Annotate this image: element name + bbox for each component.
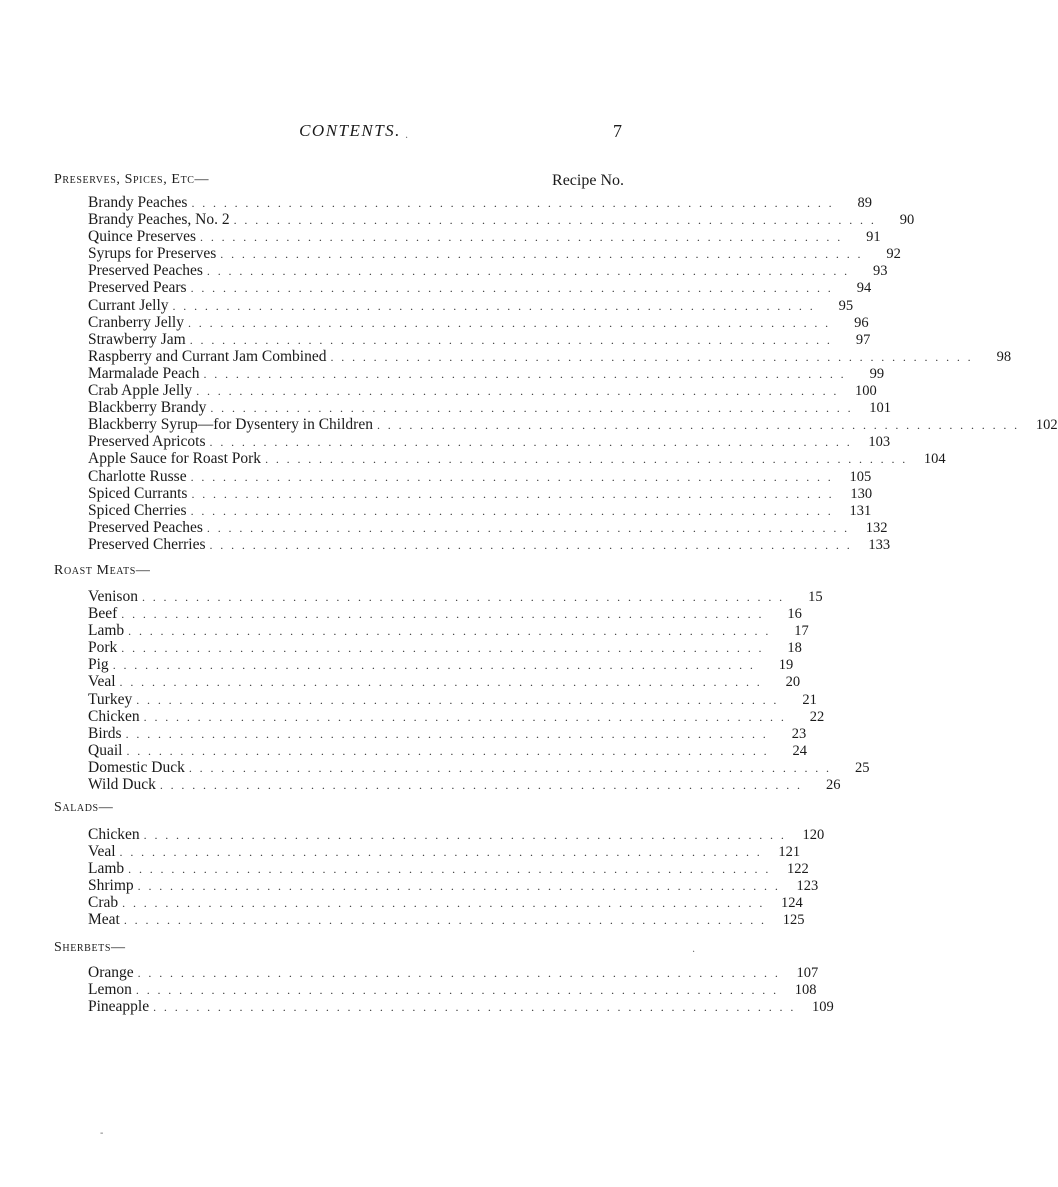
section-title: Sherbets— (54, 940, 126, 955)
toc-entry-label: Lamb (88, 860, 125, 878)
toc-entry-label: Crab Apple Jelly (88, 382, 193, 400)
dot-leader: . . . . . . . . . . . . . . . . . . . . . . . . . . . . . . . . . . . . . . . . . . . . . . . . . . . . . . . . . . . . (128, 624, 771, 639)
toc-entry (88, 707, 825, 725)
toc-entry-label: Veal (88, 843, 116, 861)
toc-entry-recipe-number: 20 (785, 674, 801, 691)
toc-entry (88, 245, 901, 263)
toc-entry-label: Quail (88, 741, 123, 759)
toc-entry-label: Apple Sauce for Roast Pork (88, 450, 262, 468)
dot-leader: . . . . . . . . . . . . . . . . . . . . . . . . . . . . . . . . . . . . . . . . . . . . . . . . . . . . . . . . . . . . (188, 760, 832, 775)
toc-entry-label: Brandy Peaches (88, 194, 188, 211)
recipe-number-column-header: Recipe No. (552, 172, 624, 189)
dot-leader: . . . . . . . . . . . . . . . . . . . . . . . . . . . . . . . . . . . . . . . . . . . . . . . . . . . . . . . . . . . . (172, 298, 816, 313)
toc-entry-label: Pig (88, 656, 109, 674)
toc-entry-recipe-number: 95 (838, 297, 854, 314)
toc-entry (88, 843, 801, 861)
toc-entry-label: Beef (88, 605, 118, 623)
dot-leader: . . . . . . . . . . . . . . . . . . . . . . . . . . . . . . . . . . . . . . . . . . . . . . . . . . . . . . . . . . . . (141, 590, 785, 604)
entries-sherbets (88, 964, 834, 1016)
dot-leader: . . . . . . . . . . . . . . . . . . . . . . . . . . . . . . . . . . . . . . . . . . . . . . . . . . . . . . . . . . . . (191, 486, 835, 501)
toc-entry (88, 518, 888, 536)
toc-entry (88, 296, 854, 314)
toc-entry-label: Preserved Apricots (88, 433, 206, 451)
dot-leader: . . . . . . . . . . . . . . . . . . . . . . . . . . . . . . . . . . . . . . . . . . . . . . . . . . . . . . . . . . . . (376, 418, 1020, 433)
toc-entry-label: Cranberry Jelly (88, 313, 184, 331)
print-speck: . (692, 944, 696, 955)
toc-entry-label: Domestic Duck (88, 758, 185, 776)
section-title: Preserves, Spices, Etc— (54, 172, 210, 187)
dot-leader: . . . . . . . . . . . . . . . . . . . . . . . . . . . . . . . . . . . . . . . . . . . . . . . . . . . . . . . . . . . . (121, 607, 764, 622)
toc-entry-recipe-number: 16 (787, 606, 802, 623)
dot-leader: . . . . . . . . . . . . . . . . . . . . . . . . . . . . . . . . . . . . . . . . . . . . . . . . . . . . . . . . . . . . (126, 743, 770, 758)
toc-entry-recipe-number: 19 (778, 657, 794, 674)
toc-entry-label: Preserved Cherries (88, 535, 206, 553)
toc-entry (88, 673, 801, 691)
toc-entry-recipe-number: 91 (866, 229, 881, 246)
dot-leader: . . . . . . . . . . . . . . . . . . . . . . . . . . . . . . . . . . . . . . . . . . . . . . . . . . . . . . . . . . . . (210, 401, 853, 416)
toc-entry (88, 535, 891, 553)
toc-entry (88, 450, 946, 468)
dot-leader: . . . . . . . . . . . . . . . . . . . . . . . . . . . . . . . . . . . . . . . . . . . . . . . . . . . . . . . . . . . . (112, 658, 756, 673)
dot-leader: . . . . . . . . . . . . . . . . . . . . . . . . . . . . . . . . . . . . . . . . . . . . . . . . . . . . . . . . . . . . (187, 315, 831, 330)
toc-entry (88, 860, 809, 878)
toc-entry-label: Birds (88, 724, 122, 742)
toc-entry-label: Pineapple (88, 998, 150, 1016)
toc-entry (88, 964, 819, 981)
entries-roast-meats (88, 588, 870, 794)
toc-entry (88, 656, 794, 674)
toc-entry-label: Blackberry Syrup—for Dysentery in Children (88, 416, 373, 434)
dot-leader: . . . . . . . . . . . . . . . . . . . . . . . . . . . . . . . . . . . . . . . . . . . . . . . . . . . . . . . . . . . . (190, 281, 834, 296)
toc-entry-recipe-number: 96 (854, 314, 869, 331)
toc-entry-label: Currant Jelly (88, 296, 169, 314)
dot-leader: . . . . . . . . . . . . . . . . . . . . . . . . . . . . . . . . . . . . . . . . . . . . . . . . . . . . . . . . . . . . (265, 452, 908, 467)
toc-entry (88, 998, 834, 1016)
dot-leader: . . . . . . . . . . . . . . . . . . . . . . . . . . . . . . . . . . . . . . . . . . . . . . . . . . . . . . . . . . . . (206, 264, 850, 279)
toc-entry-label: Spiced Cherries (88, 501, 187, 519)
toc-entry-label: Brandy Peaches, No. 2 (88, 211, 230, 229)
toc-entry-recipe-number: 124 (781, 895, 803, 912)
toc-entry (88, 399, 891, 417)
toc-entry-recipe-number: 15 (808, 589, 823, 605)
toc-entry-label: Spiced Currants (88, 484, 188, 502)
section-heading-roast-meats (54, 563, 624, 583)
dot-leader: . . . . . . . . . . . . . . . . . . . . . . . . . . . . . . . . . . . . . . . . . . . . . . . . . . . . . . . . . . . . (119, 845, 763, 860)
toc-entry-recipe-number: 133 (868, 536, 891, 553)
toc-entry (88, 605, 802, 623)
toc-entry-label: Shrimp (88, 877, 134, 895)
toc-entry-recipe-number: 22 (809, 708, 825, 725)
toc-entry-recipe-number: 102 (1035, 417, 1058, 434)
toc-entry-label: Lamb (88, 622, 125, 640)
toc-entry (88, 639, 802, 657)
dot-leader: . . . . . . . . . . . . . . . . . . . . . . . . . . . . . . . . . . . . . . . . . . . . . . . . . . . . . . . . . . . . (122, 896, 765, 911)
dot-leader: . . . . . . . . . . . . . . . . . . . . . . . . . . . . . . . . . . . . . . . . . . . . . . . . . . . . . . . . . . . . (136, 692, 779, 707)
toc-entry-label: Preserved Peaches (88, 518, 203, 536)
toc-entry-recipe-number: 25 (854, 759, 870, 776)
toc-entry-recipe-number: 120 (802, 827, 825, 843)
dot-leader: . . . . . . . . . . . . . . . . . . . . . . . . . . . . . . . . . . . . . . . . . . . . . . . . . . . . . . . . . . . . (190, 469, 834, 484)
toc-entry (88, 347, 1012, 365)
toc-entry-label: Pork (88, 639, 118, 657)
dot-leader: . . . . . . . . . . . . . . . . . . . . . . . . . . . . . . . . . . . . . . . . . . . . . . . . . . . . . . . . . . . . (191, 196, 835, 210)
toc-entry-recipe-number: 125 (782, 912, 805, 929)
toc-entry (88, 416, 1058, 434)
dot-leader: . . . . . . . . . . . . . . . . . . . . . . . . . . . . . . . . . . . . . . . . . . . . . . . . . . . . . . . . . . . . (330, 349, 974, 364)
dot-leader: . . . . . . . . . . . . . . . . . . . . . . . . . . . . . . . . . . . . . . . . . . . . . . . . . . . . . . . . . . . . (189, 332, 833, 347)
toc-entry-recipe-number: 104 (923, 451, 946, 468)
toc-entry-recipe-number: 123 (796, 878, 819, 895)
toc-entry (88, 279, 872, 297)
toc-entry (88, 911, 805, 929)
toc-entry-recipe-number: 98 (996, 348, 1012, 365)
toc-entry (88, 194, 873, 211)
toc-entry-recipe-number: 23 (791, 725, 807, 742)
section-heading-sherbets (54, 940, 624, 960)
toc-entry-recipe-number: 121 (778, 844, 801, 861)
toc-entry-recipe-number: 26 (825, 777, 841, 794)
toc-entry-label: Crab (88, 894, 119, 912)
toc-entry-label: Veal (88, 673, 116, 691)
toc-entry (88, 981, 817, 999)
print-speck: . (405, 130, 409, 141)
page-number: 7 (613, 121, 622, 141)
toc-entry (88, 228, 881, 246)
toc-entry-label: Wild Duck (88, 776, 156, 794)
section-heading-salads (54, 800, 624, 820)
section-title: Roast Meats— (54, 563, 151, 578)
toc-entry (88, 724, 807, 742)
dot-leader: . . . . . . . . . . . . . . . . . . . . . . . . . . . . . . . . . . . . . . . . . . . . . . . . . . . . . . . . . . . . (206, 520, 850, 535)
dot-leader: . . . . . . . . . . . . . . . . . . . . . . . . . . . . . . . . . . . . . . . . . . . . . . . . . . . . . . . . . . . . (123, 913, 767, 928)
dot-leader: . . . . . . . . . . . . . . . . . . . . . . . . . . . . . . . . . . . . . . . . . . . . . . . . . . . . . . . . . . . . (128, 862, 771, 877)
toc-entry-recipe-number: 92 (886, 246, 901, 263)
toc-entry-label: Quince Preserves (88, 228, 197, 246)
entries-preserves (88, 194, 1058, 553)
toc-entry-recipe-number: 93 (873, 263, 888, 280)
toc-entry-label: Syrups for Preserves (88, 245, 217, 263)
toc-entry-recipe-number: 94 (856, 280, 872, 297)
toc-entry (88, 467, 872, 485)
toc-entry (88, 211, 915, 229)
entries-salads (88, 826, 825, 929)
dot-leader: . . . . . . . . . . . . . . . . . . . . . . . . . . . . . . . . . . . . . . . . . . . . . . . . . . . . . . . . . . . . (196, 384, 839, 399)
toc-entry-recipe-number: 131 (849, 502, 872, 519)
dot-leader: . . . . . . . . . . . . . . . . . . . . . . . . . . . . . . . . . . . . . . . . . . . . . . . . . . . . . . . . . . . . (153, 1000, 796, 1015)
toc-entry (88, 588, 823, 605)
dot-leader: . . . . . . . . . . . . . . . . . . . . . . . . . . . . . . . . . . . . . . . . . . . . . . . . . . . . . . . . . . . . (143, 828, 787, 842)
toc-entry-label: Venison (88, 588, 138, 605)
dot-leader: . . . . . . . . . . . . . . . . . . . . . . . . . . . . . . . . . . . . . . . . . . . . . . . . . . . . . . . . . . . . (125, 726, 769, 741)
dot-leader: . . . . . . . . . . . . . . . . . . . . . . . . . . . . . . . . . . . . . . . . . . . . . . . . . . . . . . . . . . . . (143, 709, 787, 724)
dot-leader: . . . . . . . . . . . . . . . . . . . . . . . . . . . . . . . . . . . . . . . . . . . . . . . . . . . . . . . . . . . . (203, 366, 847, 381)
toc-entry-recipe-number: 122 (787, 861, 809, 878)
toc-entry (88, 894, 803, 912)
toc-entry (88, 741, 808, 759)
toc-entry-label: Strawberry Jam (88, 330, 186, 348)
dot-leader: . . . . . . . . . . . . . . . . . . . . . . . . . . . . . . . . . . . . . . . . . . . . . . . . . . . . . . . . . . . . (121, 641, 764, 656)
toc-entry (88, 622, 809, 640)
toc-entry-recipe-number: 99 (869, 365, 885, 382)
toc-entry-label: Meat (88, 911, 120, 929)
dot-leader: . . . . . . . . . . . . . . . . . . . . . . . . . . . . . . . . . . . . . . . . . . . . . . . . . . . . . . . . . . . . (137, 966, 781, 980)
toc-entry-label: Raspberry and Currant Jam Combined (88, 347, 327, 365)
toc-entry (88, 433, 891, 451)
toc-entry-recipe-number: 101 (869, 400, 891, 417)
toc-entry-label: Charlotte Russe (88, 467, 187, 485)
section-heading-preserves (54, 172, 624, 192)
toc-entry-recipe-number: 89 (857, 195, 873, 211)
dot-leader: . . . . . . . . . . . . . . . . . . . . . . . . . . . . . . . . . . . . . . . . . . . . . . . . . . . . . . . . . . . . (200, 230, 843, 245)
toc-entry (88, 877, 819, 895)
toc-entry-label: Chicken (88, 707, 140, 725)
dot-leader: . . . . . . . . . . . . . . . . . . . . . . . . . . . . . . . . . . . . . . . . . . . . . . . . . . . . . . . . . . . . (119, 675, 763, 690)
toc-entry-recipe-number: 108 (794, 982, 817, 999)
toc-entry-label: Preserved Peaches (88, 262, 203, 280)
toc-entry-recipe-number: 109 (811, 999, 834, 1016)
dot-leader: . . . . . . . . . . . . . . . . . . . . . . . . . . . . . . . . . . . . . . . . . . . . . . . . . . . . . . . . . . . . (209, 435, 853, 450)
toc-entry (88, 330, 871, 348)
dot-leader: . . . . . . . . . . . . . . . . . . . . . . . . . . . . . . . . . . . . . . . . . . . . . . . . . . . . . . . . . . . . (159, 778, 803, 793)
toc-entry-label: Turkey (88, 690, 133, 708)
toc-entry-recipe-number: 105 (849, 468, 872, 485)
toc-entry-recipe-number: 132 (865, 519, 888, 536)
section-title: Salads— (54, 800, 114, 815)
toc-entry-label: Chicken (88, 826, 140, 843)
toc-entry-recipe-number: 18 (787, 640, 802, 657)
page-header (0, 121, 700, 145)
dot-leader: . . . . . . . . . . . . . . . . . . . . . . . . . . . . . . . . . . . . . . . . . . . . . . . . . . . . . . . . . . . . (135, 983, 779, 998)
dot-leader: . . . . . . . . . . . . . . . . . . . . . . . . . . . . . . . . . . . . . . . . . . . . . . . . . . . . . . . . . . . . (137, 879, 781, 894)
toc-entry (88, 382, 877, 400)
toc-entry (88, 364, 885, 382)
toc-entry (88, 758, 870, 776)
dot-leader: . . . . . . . . . . . . . . . . . . . . . . . . . . . . . . . . . . . . . . . . . . . . . . . . . . . . . . . . . . . . (190, 503, 834, 518)
toc-entry (88, 313, 869, 331)
print-speck: - (100, 1128, 104, 1139)
toc-entry-recipe-number: 21 (802, 691, 817, 708)
toc-entry-label: Preserved Pears (88, 279, 187, 297)
running-title: CONTENTS. (299, 121, 401, 140)
toc-entry-label: Orange (88, 964, 134, 981)
toc-entry (88, 690, 817, 708)
toc-entry-recipe-number: 100 (855, 383, 877, 400)
toc-entry-recipe-number: 130 (850, 485, 873, 502)
toc-entry-recipe-number: 90 (899, 212, 915, 229)
toc-entry-recipe-number: 103 (868, 434, 891, 451)
toc-entry (88, 826, 825, 843)
toc-entry (88, 262, 888, 280)
toc-entry-recipe-number: 17 (794, 623, 809, 640)
toc-entry (88, 501, 872, 519)
toc-entry (88, 484, 873, 502)
dot-leader: . . . . . . . . . . . . . . . . . . . . . . . . . . . . . . . . . . . . . . . . . . . . . . . . . . . . . . . . . . . . (220, 247, 863, 262)
toc-entry (88, 776, 841, 794)
dot-leader: . . . . . . . . . . . . . . . . . . . . . . . . . . . . . . . . . . . . . . . . . . . . . . . . . . . . . . . . . . . . (209, 537, 853, 552)
dot-leader: . . . . . . . . . . . . . . . . . . . . . . . . . . . . . . . . . . . . . . . . . . . . . . . . . . . . . . . . . . . . (233, 213, 877, 228)
toc-entry-recipe-number: 97 (855, 331, 871, 348)
toc-entry-label: Lemon (88, 981, 132, 999)
toc-entry-recipe-number: 107 (796, 965, 819, 981)
toc-entry-label: Marmalade Peach (88, 364, 200, 382)
toc-entry-label: Blackberry Brandy (88, 399, 207, 417)
toc-entry-recipe-number: 24 (792, 742, 808, 759)
